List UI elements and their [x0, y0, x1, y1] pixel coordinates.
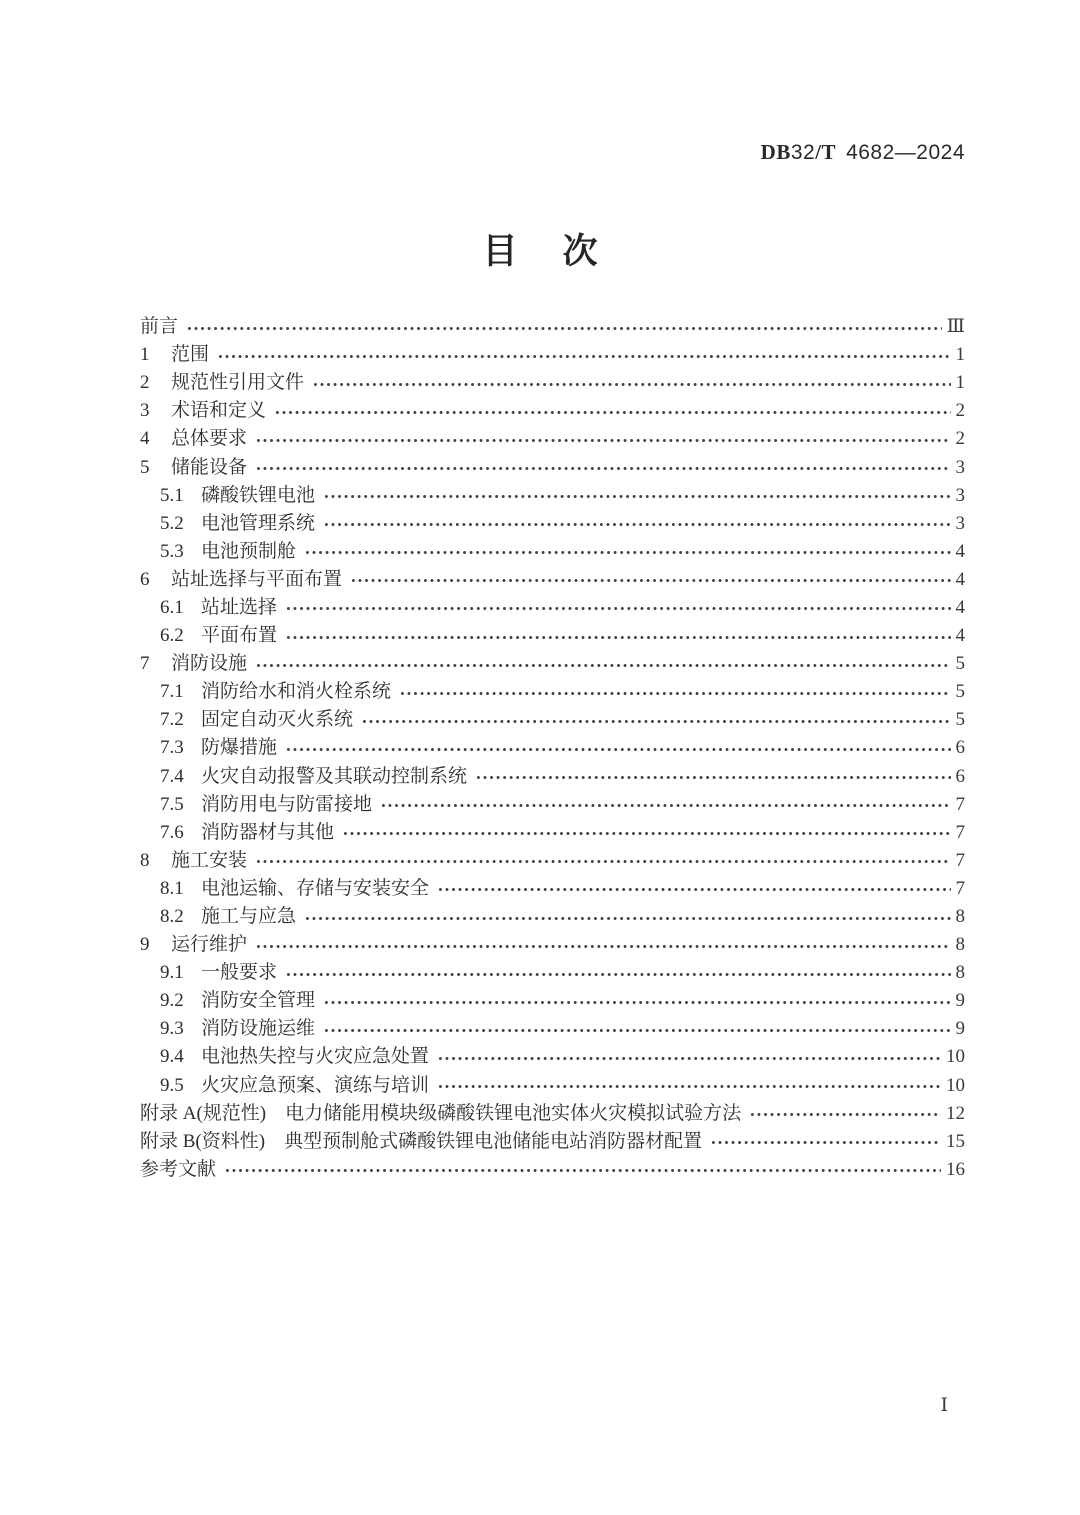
dot-leader: [306, 551, 950, 554]
toc-entry: [140, 1100, 965, 1128]
toc-entry: [140, 763, 965, 791]
toc-entry-number: 5.2: [160, 512, 184, 534]
toc-entry-title: 范围: [171, 344, 210, 366]
dot-leader: [287, 607, 950, 610]
dot-leader: [325, 1001, 950, 1004]
toc-entry: [140, 734, 965, 762]
toc-entry: [140, 1043, 965, 1071]
dot-leader: [257, 945, 950, 948]
toc-entry: [140, 650, 965, 678]
toc-entry-number: 9.2: [160, 990, 184, 1012]
dot-leader: [751, 1113, 941, 1116]
toc-entry-page: 10: [946, 1074, 965, 1096]
toc-entry: [140, 875, 965, 903]
toc-entry-page: 4: [955, 540, 965, 562]
dot-leader: [287, 973, 950, 976]
toc-entry-title: 消防用电与防雷接地: [201, 793, 373, 815]
dot-leader: [439, 1057, 941, 1060]
toc-entry: [140, 903, 965, 931]
page-title: 目 次: [482, 232, 603, 271]
toc-entry-title: 站址选择与平面布置: [171, 568, 343, 590]
toc-entry-number: 9.3: [160, 1018, 184, 1040]
toc-entry-title: 附录 A(规范性) 电力储能用模块级磷酸铁锂电池实体火灾模拟试验方法: [140, 1102, 742, 1124]
toc-entry: [140, 819, 965, 847]
toc-entry-number: 4: [140, 428, 150, 450]
toc-entry-number: 6.1: [160, 596, 184, 618]
toc-entry-page: 4: [955, 596, 965, 618]
dot-leader: [306, 917, 950, 920]
footer-page-number: Ⅰ: [940, 1395, 948, 1416]
toc-entry-title: 火灾应急预案、演练与培训: [201, 1074, 430, 1096]
toc-entry: [140, 959, 965, 987]
dot-leader: [344, 832, 950, 835]
toc-entry-title: 一般要求: [201, 962, 278, 984]
toc-entry-number: 8.2: [160, 906, 184, 928]
designation-db: DB: [760, 140, 791, 164]
toc-entry-title: 术语和定义: [171, 400, 267, 422]
toc-entry-title: 防爆措施: [201, 737, 278, 759]
dot-leader: [325, 495, 950, 498]
toc-entry: [140, 1156, 965, 1184]
dot-leader: [439, 888, 950, 891]
dot-leader: [257, 664, 950, 667]
toc-entry-title: 电池预制舱: [201, 540, 297, 562]
toc-entry: [140, 397, 965, 425]
toc-entry-number: 7.4: [160, 765, 184, 787]
toc-entry-page: 1: [955, 372, 965, 394]
toc-entry-number: 8: [140, 849, 150, 871]
toc-entry-number: 7.3: [160, 737, 184, 759]
toc-entry-title: 平面布置: [201, 625, 278, 647]
toc-entry-title: 储能设备: [171, 456, 248, 478]
toc-entry: [140, 706, 965, 734]
toc-entry-page: 2: [955, 428, 965, 450]
toc-entry: [140, 791, 965, 819]
toc-entry-page: 7: [955, 877, 965, 899]
toc-entry: [140, 341, 965, 369]
toc-entry-page: 5: [955, 681, 965, 703]
toc-entry-page: 1: [955, 344, 965, 366]
dot-leader: [287, 636, 950, 639]
toc-entry-title: 附录 B(资料性) 典型预制舱式磷酸铁锂电池储能电站消防器材配置: [140, 1130, 703, 1152]
toc-entry-title: 消防器材与其他: [201, 821, 335, 843]
toc-entry-page: 8: [955, 906, 965, 928]
toc-entry-number: 1: [140, 344, 150, 366]
toc-entry-page: 9: [955, 1018, 965, 1040]
toc-entry-number: 3: [140, 400, 150, 422]
toc-entry-number: 7.6: [160, 821, 184, 843]
dot-leader: [219, 355, 950, 358]
dot-leader: [325, 523, 950, 526]
toc-entry-page: 4: [955, 625, 965, 647]
dot-leader: [314, 383, 950, 386]
toc-entry-title: 电池管理系统: [201, 512, 316, 534]
toc-list: [140, 313, 965, 1184]
designation-region-code: 32: [790, 141, 816, 164]
toc-entry: [140, 594, 965, 622]
toc-entry-number: 7: [140, 653, 150, 675]
toc-entry-number: 9.1: [160, 962, 184, 984]
toc-entry-title: 前言: [140, 316, 179, 338]
dot-leader: [257, 439, 950, 442]
standard-designation: [761, 140, 965, 165]
toc-entry-number: 9.5: [160, 1074, 184, 1096]
toc-entry-page: 6: [955, 765, 965, 787]
dot-leader: [188, 327, 942, 330]
toc-entry: [140, 1128, 965, 1156]
toc-entry-title: 参考文献: [140, 1158, 217, 1180]
toc-entry-title: 消防设施运维: [201, 1018, 316, 1040]
dot-leader: [257, 860, 950, 863]
toc-entry: [140, 987, 965, 1015]
toc-entry-title: 运行维护: [171, 934, 248, 956]
toc-entry-page: 15: [946, 1130, 965, 1152]
designation-number: 4682—2024: [846, 141, 965, 164]
toc-entry-number: 6: [140, 568, 150, 590]
toc-entry-page: 7: [955, 793, 965, 815]
toc-entry-title: 消防安全管理: [201, 990, 316, 1012]
toc-entry: [140, 538, 965, 566]
toc-entry: [140, 482, 965, 510]
toc-entry-number: 5.3: [160, 540, 184, 562]
dot-leader: [477, 776, 950, 779]
toc-entry-title: 固定自动灭火系统: [201, 709, 354, 731]
toc-entry-page: 8: [955, 934, 965, 956]
toc-entry-page: 12: [946, 1102, 965, 1124]
toc-entry-page: 6: [955, 737, 965, 759]
dot-leader: [257, 467, 950, 470]
toc-entry-page: Ⅲ: [946, 316, 965, 338]
toc-entry: [140, 931, 965, 959]
toc-entry-page: 9: [955, 990, 965, 1012]
dot-leader: [287, 748, 950, 751]
toc-entry: [140, 510, 965, 538]
dot-leader: [712, 1141, 941, 1144]
toc-entry-title: 总体要求: [171, 428, 248, 450]
toc-entry-number: 5.1: [160, 484, 184, 506]
toc-entry-title: 规范性引用文件: [171, 372, 305, 394]
toc-entry-page: 8: [955, 962, 965, 984]
toc-entry: [140, 1072, 965, 1100]
toc-entry-page: 16: [946, 1158, 965, 1180]
toc-entry-title: 火灾自动报警及其联动控制系统: [201, 765, 468, 787]
toc-entry-number: 7.2: [160, 709, 184, 731]
dot-leader: [363, 720, 950, 723]
dot-leader: [401, 692, 950, 695]
dot-leader: [382, 804, 950, 807]
toc-entry-number: 7.1: [160, 681, 184, 703]
toc-entry-number: 9.4: [160, 1046, 184, 1068]
toc-entry-number: 8.1: [160, 877, 184, 899]
dot-leader: [226, 1169, 941, 1172]
toc-entry: [140, 566, 965, 594]
toc-entry-page: 3: [955, 456, 965, 478]
designation-slash-t: /T: [815, 140, 837, 164]
toc-entry-title: 施工安装: [171, 849, 248, 871]
toc-entry-number: 6.2: [160, 625, 184, 647]
toc-entry-number: 7.5: [160, 793, 184, 815]
toc-entry-page: 5: [955, 709, 965, 731]
toc-entry-title: 电池运输、存储与安装安全: [201, 877, 430, 899]
toc-entry-number: 5: [140, 456, 150, 478]
toc-entry-page: 4: [955, 568, 965, 590]
toc-entry: [140, 453, 965, 481]
toc-entry-title: 电池热失控与火灾应急处置: [201, 1046, 430, 1068]
toc-entry-number: 9: [140, 934, 150, 956]
dot-leader: [439, 1085, 941, 1088]
toc-entry-page: 7: [955, 821, 965, 843]
toc-entry-title: 站址选择: [201, 596, 278, 618]
dot-leader: [276, 411, 950, 414]
toc-entry: [140, 425, 965, 453]
toc-entry: [140, 678, 965, 706]
toc-entry: [140, 313, 965, 341]
toc-entry: [140, 369, 965, 397]
toc-entry-page: 5: [955, 653, 965, 675]
toc-entry-page: 7: [955, 849, 965, 871]
dot-leader: [325, 1029, 950, 1032]
toc-entry-title: 消防设施: [171, 653, 248, 675]
toc-entry: [140, 1015, 965, 1043]
dot-leader: [352, 579, 950, 582]
toc-entry-page: 3: [955, 484, 965, 506]
toc-entry-page: 2: [955, 400, 965, 422]
toc-entry-title: 磷酸铁锂电池: [201, 484, 316, 506]
toc-entry: [140, 847, 965, 875]
toc-entry-page: 3: [955, 512, 965, 534]
toc-entry-number: 2: [140, 372, 150, 394]
toc-entry: [140, 622, 965, 650]
toc-entry-title: 施工与应急: [201, 906, 297, 928]
toc-entry-page: 10: [946, 1046, 965, 1068]
toc-entry-title: 消防给水和消火栓系统: [201, 681, 392, 703]
